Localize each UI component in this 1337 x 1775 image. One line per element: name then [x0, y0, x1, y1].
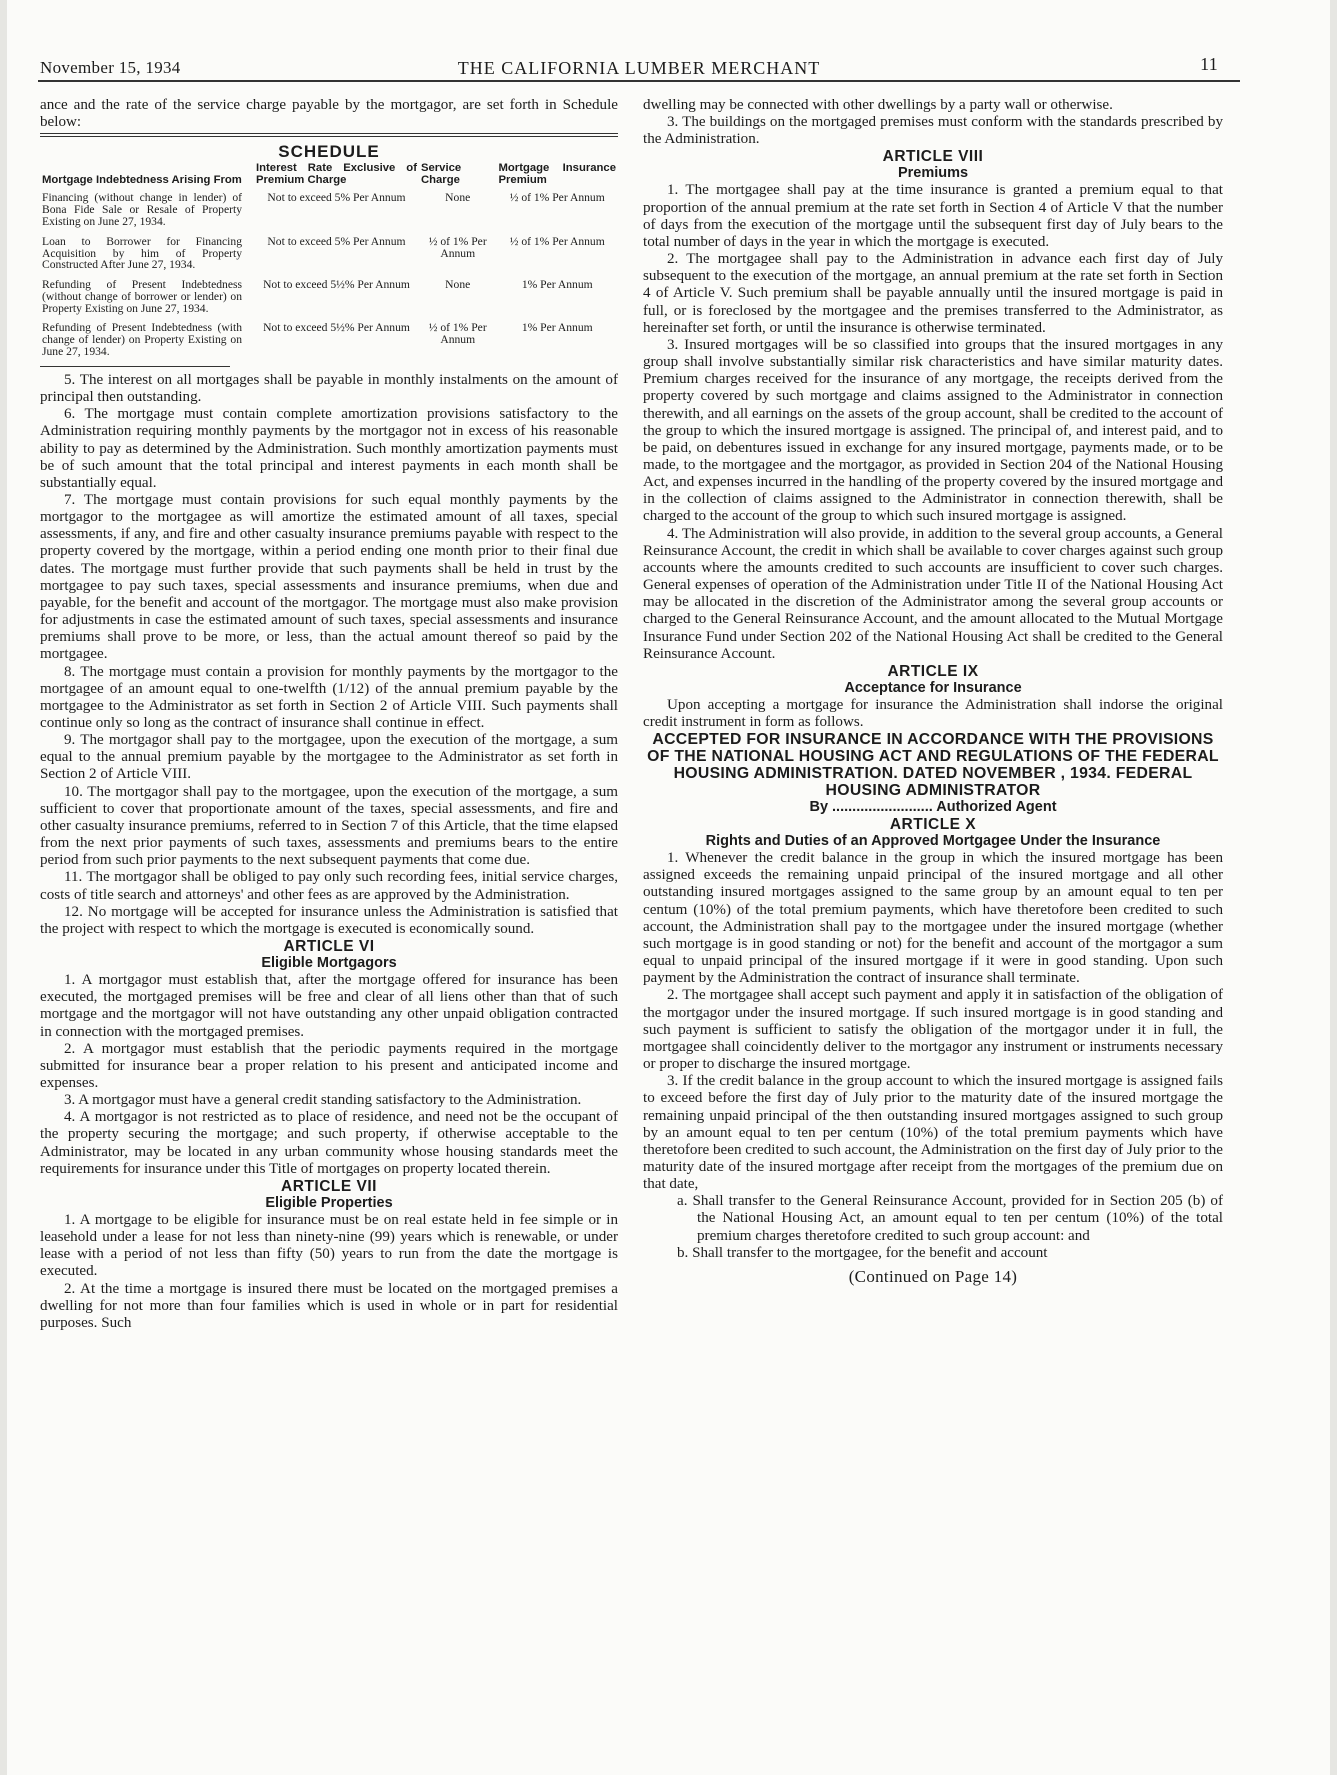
right-paragraph: dwelling may be connected with other dwellings by a party wall or otherwise. — [643, 97, 1113, 113]
left-paragraph: 12. No mortgage will be accepted for insurance unless the Administration is satisfied that the project with respect to which the mortgage is executed is economically sound. — [40, 903, 618, 937]
schedule-cell: Loan to Borrower for Financing Acquisition by him of Property Constructed After June 27, 1934. — [42, 234, 242, 272]
schedule-rule — [40, 136, 618, 137]
schedule-cell: Not to exceed 5% Per Annum — [267, 191, 406, 205]
right-paragraph: 1. Whenever the credit balance in the group in which the insured mortgage has been assigned exceeds the remaining unpaid principal of the insured mortgage and all other outstanding insured mortgages assigned to the same group by an amount equal to ten per centum (10%) of the total premium payments, which have theretofore been credited to such account, the Administration shall pay to the mortgagee under the insured mortgage (whether such mortgage is in good standing or not) for the benefit and account of the mortgagor a sum equal to unpaid principal of the insured mortgage if it were in good standing. Upon such payment by the Administration the contract of insurance shall terminate. — [643, 850, 1223, 987]
left-paragraph: 2. At the time a mortgage is insured there must be located on the mortgaged premises a dwelling for not more than four families which is used in whole or in part for residential purposes. Such — [40, 1280, 618, 1331]
insurance-endorsement: ACCEPTED FOR INSURANCE IN ACCORDANCE WITH THE PROVISIONS OF THE NATIONAL HOUSING ACT AND REGULATIONS OF THE FEDERAL HOUSING ADMINISTRATION. DATED NOVEMBER , 1934. FEDERAL HOUSING ADMINISTRATOR — [647, 731, 1219, 800]
left-paragraph: 4. A mortgagor is not restricted as to place of residence, and need not be the occupant of the property securing the mortgage; and such property, if otherwise acceptable to the Administrator, may be located in any urban community whose housing standards meet the requirements for insurance under this Title of mortgages on property located therein. — [40, 1109, 618, 1177]
schedule-cell: 1% Per Annum — [521, 321, 593, 335]
issue-date: November 15, 1934 — [40, 58, 181, 77]
schedule-cell: None — [445, 278, 471, 292]
left-paragraph: 1. A mortgagor must establish that, after the mortgage offered for insurance has been executed, the mortgaged premises will be free and clear of all liens other than that of such mortgage and the mortgagor will not have outstanding any other unpaid obligation contracted in connection with the mortgaged premises. — [40, 972, 618, 1040]
schedule-cell: None — [445, 191, 471, 205]
right-column — [643, 97, 1223, 1745]
schedule-cell: Financing (without change in lender) of Bona Fide Sale or Resale of Property Existing on June 27, 1934. — [42, 191, 242, 228]
article-heading: ARTICLE VI — [283, 938, 375, 956]
article-heading: ARTICLE VIII — [882, 148, 984, 166]
page-edge-left — [0, 0, 7, 1775]
page-header — [40, 54, 1238, 80]
sub-clause: b. Shall transfer to the mortgagee, for the benefit and account — [677, 1244, 1048, 1261]
schedule-header-3: Mortgage Insurance Premium — [498, 162, 616, 186]
section-heading: Acceptance for Insurance — [844, 679, 1022, 696]
left-paragraph: 8. The mortgage must contain a provision for monthly payments by the mortgagor to the mortgagee of an amount equal to one-twelfth (1/12) of the annual premium payable by the mortgagee to the Administrator as set forth in Section 2 of Article VIII. Such payments shall continue only so long as the contract of insurance shall continue in effect. — [40, 663, 618, 731]
right-paragraph: 1. The mortgagee shall pay at the time insurance is granted a premium equal to that proportion of the annual premium at the rate set forth in Section 4 of Article V that the number of days from the execution of the mortgage until the subsequent first day of July bears to the total number of days in the year in which the mortgage is executed. — [643, 182, 1223, 250]
schedule-cell: Refunding of Present Indebtedness (with change of lender) on Property Existing on June 27, 1934. — [42, 321, 242, 359]
left-paragraph: 1. A mortgage to be eligible for insurance must be on real estate held in fee simple or in leasehold under a lease for not less than ninety-nine (99) years which is renewable, or under lease with a period of not less than fifty (50) years to run from the date the mortgage is executed. — [40, 1211, 618, 1280]
intro-text: ance and the rate of the service charge payable by the mortgagor, are set forth in Schedule below: — [40, 97, 618, 131]
schedule-cell: Not to exceed 5% Per Annum — [267, 234, 406, 248]
right-paragraph: Upon accepting a mortgage for insurance the Administration shall indorse the original credit instrument in form as follows. — [643, 696, 1223, 730]
schedule-bottom-rule — [40, 366, 230, 367]
schedule-header-1: Interest Rate Exclusive of Premium Charge — [256, 162, 417, 186]
schedule-cell: ½ of 1% Per Annum — [428, 234, 487, 260]
left-paragraph: 6. The mortgage must contain complete amortization provisions satisfactory to the Administration requiring monthly payments by the mortgagor not in excess of his reasonable ability to pay as determined by the Administration. Such monthly amortization payments must be of such amount that the total principal and interest payments in each month shall be substantially equal. — [40, 406, 618, 491]
left-paragraph: 9. The mortgagor shall pay to the mortgagee, upon the execution of the mortgage, a sum equal to the annual premium payable by the mortgagee to the Administrator as set forth in Section 2 of Article VIII. — [40, 732, 618, 783]
left-paragraph: 5. The interest on all mortgages shall be payable in monthly instalments on the amount of principal then outstanding. — [40, 371, 618, 406]
schedule-header-0: Mortgage Indebtedness Arising From — [42, 173, 242, 186]
section-heading: By ......................... Authorized Agent — [809, 799, 1057, 816]
header-rule — [38, 80, 1240, 82]
schedule-cell: Not to exceed 5½% Per Annum — [263, 321, 410, 335]
right-paragraph: 3. If the credit balance in the group account to which the insured mortgage is assigned fails to exceed before the first day of July prior to the maturity date of the insured mortgage the remaining unpaid principal of the then outstanding insured mortgages assigned to such group by an amount equal to ten per centum (10%) of the total premium payments which have theretofore been credited to such account, the Administration on the first day of July prior to the maturity date of the insured mortgage after receipt from the mortgages of the premium due on that date, — [643, 1073, 1223, 1193]
left-paragraph: 11. The mortgagor shall be obliged to pay only such recording fees, initial service charges, costs of title search and attorneys' and other fees as are approved by the Administration. — [40, 869, 618, 903]
article-heading: ARTICLE VII — [281, 1177, 377, 1195]
section-heading: Eligible Properties — [265, 1194, 393, 1211]
section-heading: Premiums — [897, 165, 969, 182]
left-paragraph: 7. The mortgage must contain provisions for such equal monthly payments by the mortgagor to the mortgagee as will amortize the estimated amount of all taxes, special assessments, if any, and fire and other casualty insurance premiums payable with respect to the property covered by the mortgage, within a period ending one month prior to their final due dates. The mortgage must further provide that such payments shall be held in trust by the mortgagee to pay such taxes, special assessments and insurance premiums, when due and payable, for the benefit and account of the mortgagor. The mortgage must also make provision for adjustments in case the estimated amount of such taxes, special assessments and insurance premiums shall prove to be more, or less, than the actual amount thereof so paid by the mortgagee. — [40, 491, 618, 663]
left-paragraph: 2. A mortgagor must establish that the periodic payments required in the mortgage submitted for insurance bear a proper relation to his present and anticipated income and expenses. — [40, 1040, 618, 1091]
schedule-cell: ½ of 1% Per Annum — [509, 234, 605, 248]
section-heading: Eligible Mortgagors — [261, 955, 397, 972]
schedule-cell: Refunding of Present Indebtedness (without change of borrower or lender) on Property Existing on June 27, 1934. — [42, 278, 242, 315]
publication-title: THE CALIFORNIA LUMBER MERCHANT — [457, 58, 821, 78]
schedule-table — [40, 163, 618, 364]
left-paragraph: 10. The mortgagor shall pay to the mortgagee, upon the execution of the mortgage, a sum sufficient to cover that proportionate amount of the taxes, special assessments, and fire and other casualty insurance premiums, referred to in Section 7 of this Article, that the time elapsed from the next prior payments of such taxes, assessments and premiums bears to the entire period from such prior payments to the next subsequent payments that come due. — [40, 783, 618, 869]
schedule-cell: ½ of 1% Per Annum — [428, 321, 487, 347]
schedule-title: SCHEDULE — [278, 142, 380, 162]
continued-note: (Continued on Page 14) — [848, 1266, 1018, 1286]
right-body — [643, 97, 1223, 1262]
left-body — [40, 372, 618, 1332]
schedule-cell: 1% Per Annum — [521, 278, 593, 292]
schedule-cell: ½ of 1% Per Annum — [509, 191, 605, 205]
right-paragraph: 2. The mortgagee shall pay to the Administration in advance each first day of July subsequent to the execution of the mortgage, an annual premium at the rate set forth in Section 4 of Article V. Such premium shall be payable annually until the insured mortgage is paid in full, or is foreclosed by the mortgagee and the premises transferred to the Administrator, as hereinafter set forth, or until the insurance is otherwise terminated. — [643, 251, 1223, 336]
left-column — [40, 97, 618, 1745]
right-paragraph: 3. Insured mortgages will be so classified into groups that the insured mortgages in any group shall involve substantially similar risk characteristics and have similar maturity dates. Premium charges received for the insurance of any mortgage, the receipts derived from the property covered by such mortgage and claims assigned to the Administrator in connection therewith, and all earnings on the assets of the group account, shall be credited to the account of the group to which the insured mortgage is assigned. The principal of, and interest paid, and to be paid, on debentures issued in exchange for any insured mortgage, payments made, or to be made, to the mortgagee and the mortgagor, as provided in Section 204 of the National Housing Act, and expenses incurred in the handling of the property covered by the insured mortgage and in the collection of claims assigned to the Administrator in connection therewith, shall be charged to the account of the group to which such insured mortgage is assigned. — [643, 336, 1223, 525]
right-paragraph: 4. The Administration will also provide, in addition to the several group accounts, a General Reinsurance Account, the credit in which shall be available to cover charges against such group accounts where the amounts credited to such accounts are insufficient to cover such charges. General expenses of operation of the Administration under Title II of the National Housing Act may be allocated in the discretion of the Administrator among the several group accounts or charged to the General Reinsurance Account, and the amount allocated to the Mutual Mortgage Insurance Fund under Section 202 of the National Housing Act shall be credited to the General Reinsurance Account. — [643, 525, 1223, 662]
schedule-rule — [40, 133, 618, 134]
article-heading: ARTICLE X — [889, 816, 977, 834]
sub-clause: a. Shall transfer to the General Reinsurance Account, provided for in Section 205 (b) of the National Housing Act, an amount equal to ten per centum (10%) of the total premium charges theretofore credited to such group account: and — [677, 1193, 1223, 1244]
article-heading: ARTICLE IX — [887, 662, 979, 680]
page-number: 11 — [1200, 54, 1218, 74]
schedule-header-2: Service Charge — [420, 162, 462, 186]
schedule-row — [40, 190, 618, 233]
schedule-row — [40, 277, 618, 320]
section-heading: Rights and Duties of an Approved Mortgagee Under the Insurance — [705, 833, 1161, 850]
page-edge-right — [1330, 0, 1337, 1775]
right-paragraph: 2. The mortgagee shall accept such payment and apply it in satisfaction of the obligation of the mortgagor under the insured mortgage. If such insured mortgage is in good standing and such payment is sufficient to satisfy the obligation of the mortgagor under it in full, the mortgagee shall coincidently deliver to the mortgagor any instrument or instruments necessary or proper to discharge the insured mortgage. — [643, 987, 1223, 1073]
schedule-row — [40, 234, 618, 277]
schedule-row — [40, 320, 618, 363]
right-paragraph: 3. The buildings on the mortgaged premises must conform with the standards prescribed by the Administration. — [643, 114, 1223, 148]
schedule-cell: Not to exceed 5½% Per Annum — [263, 278, 410, 292]
left-paragraph: 3. A mortgagor must have a general credit standing satisfactory to the Administration. — [64, 1092, 582, 1109]
